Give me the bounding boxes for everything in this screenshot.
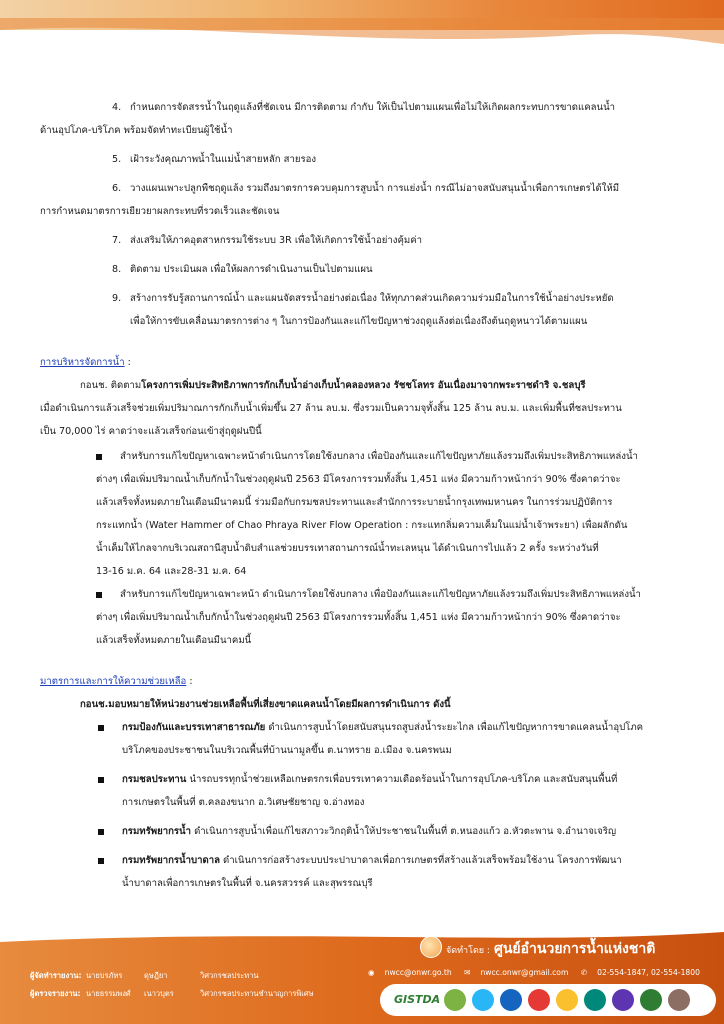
list-text: สร้างการรับรู้สถานการณ์น้ำ และแผนจัดสรรน้ำอย่างต่อเนื่อง ให้ทุกภาคส่วนเกิดความร่วมมือในการใช้น้ำอย่างประหยัด bbox=[130, 293, 614, 304]
agency-title bbox=[446, 938, 655, 960]
phone-numbers: 02-554-1847, 02-554-1800 bbox=[597, 968, 700, 977]
list-item bbox=[40, 148, 686, 171]
org-name: กรมทรัพยากรน้ำ bbox=[122, 826, 192, 837]
mail-icon: ✉ bbox=[464, 968, 471, 977]
bullet-line: สำหรับการแก้ไขปัญหาเฉพาะหน้า ดำเนินการโดยใช้งบกลาง เพื่อป้องกันและแก้ไขปัญหาภัยแล้งรวมถึงเพิ่มประสิทธิภาพแหล่งน้ำ bbox=[120, 589, 641, 600]
org-name: กรมป้องกันและบรรเทาสาธารณภัย bbox=[122, 722, 266, 733]
project-name: โครงการเพิ่มประสิทธิภาพการกักเก็บน้ำอ่างเก็บน้ำคลองหลวง รัชชโลทร อันเนื่องมาจากพระราชดำริ จ.ชลบุรี bbox=[141, 380, 586, 391]
list-text: เฝ้าระวังคุณภาพน้ำในแม่น้ำสายหลัก สายรอง bbox=[130, 154, 317, 165]
preparer-row bbox=[30, 970, 259, 982]
list-text-cont: เพื่อให้การขับเคลื่อนมาตรการต่าง ๆ ในการป้องกันและแก้ไขปัญหาช่วงฤดูแล้งต่อเนื่องถึงต้นฤดูหนาวได้ตามแผน bbox=[130, 316, 588, 327]
list-text: ติดตาม ประเมินผล เพื่อให้ผลการดำเนินงานเป็นไปตามแผน bbox=[130, 264, 373, 275]
emblem-logo-icon bbox=[528, 989, 550, 1011]
assist-text: ดำเนินการสูบน้ำเพื่อแก้ไขสภาวะวิกฤติน้ำให้ประชาชนในพื้นที่ ต.หนองแก้ว อ.หัวตะพาน จ.อำนาจเจริญ bbox=[191, 826, 617, 837]
list-item bbox=[40, 820, 686, 843]
agency-name: ศูนย์อำนวยการน้ำแห่งชาติ bbox=[493, 941, 656, 957]
para-line: เมื่อดำเนินการแล้วเสร็จช่วยเพิ่มปริมาณการกักเก็บน้ำเพิ่มขึ้น 27 ล้าน ลบ.ม. ซึ่งรวมเป็นความจุทั้งสิ้น 125 ล้าน ลบ.ม. และเพิ่มพื้นที่ชลประทาน bbox=[40, 403, 622, 414]
page-content bbox=[40, 96, 686, 895]
bullet-line: 13-16 ม.ค. 64 และ28-31 ม.ค. 64 bbox=[96, 566, 247, 577]
section-heading-assist bbox=[40, 670, 686, 693]
para-line: เป็น 70,000 ไร่ คาดว่าจะแล้วเสร็จก่อนเข้าสู่ฤดูฝนปีนี้ bbox=[40, 426, 262, 437]
water-mgmt-paragraph bbox=[40, 374, 686, 397]
list-item bbox=[40, 287, 686, 333]
assist-text: ดำเนินการก่อสร้างระบบประปาบาดาลเพื่อการเกษตรที่สร้างแล้วเสร็จพร้อมใช้งาน โครงการพัฒนา bbox=[219, 855, 622, 866]
list-item bbox=[40, 177, 686, 223]
reviewer-name: นายธรรมพงศ์ bbox=[86, 989, 131, 998]
reviewer-surname: เนาวบุตร bbox=[144, 989, 174, 998]
list-number: 9. bbox=[112, 293, 122, 304]
water-logo-icon bbox=[472, 989, 494, 1011]
list-item bbox=[40, 445, 686, 468]
bullet-line: แล้วเสร็จทั้งหมดภายในเดือนมีนาคมนี้ bbox=[96, 635, 252, 646]
web-icon: ◉ bbox=[368, 968, 375, 977]
bullet-square-icon bbox=[96, 592, 102, 598]
assist-text-cont: น้ำบาดาลเพื่อการเกษตรในพื้นที่ จ.นครสวรรค์ และสุพรรณบุรี bbox=[122, 878, 373, 889]
bullet-line: สำหรับการแก้ไขปัญหาเฉพาะหน้าดำเนินการโดยใช้งบกลาง เพื่อป้องกันและแก้ไขปัญหาภัยแล้งรวมถึงเพิ่มประสิทธิภาพแหล่งน้ำ bbox=[120, 451, 638, 462]
assist-text: ดำเนินการสูบน้ำโดยสนับสนุนรถสูบส่งน้ำระยะไกล เพื่อแก้ไขปัญหาการขาดแคลนน้ำอุปโภค bbox=[265, 722, 644, 733]
list-item bbox=[40, 768, 686, 814]
list-text-cont: การกำหนดมาตรการเยียวยาผลกระทบที่รวดเร็วและชัดเจน bbox=[40, 206, 280, 217]
footer bbox=[0, 928, 724, 1024]
dept-logo-icon bbox=[612, 989, 634, 1011]
list-number: 7. bbox=[112, 235, 122, 246]
list-number: 8. bbox=[112, 264, 122, 275]
bullet-square-icon bbox=[98, 777, 104, 783]
land-logo-icon bbox=[668, 989, 690, 1011]
forest-logo-icon bbox=[640, 989, 662, 1011]
ministry-logo-icon bbox=[500, 989, 522, 1011]
seal-logo-icon bbox=[556, 989, 578, 1011]
list-item bbox=[40, 229, 686, 252]
list-item bbox=[40, 96, 686, 142]
bullet-line: แล้วเสร็จทั้งหมดภายในเดือนมีนาคมนี้ ร่วมมือกับกรมชลประทานและสำนักการระบายน้ำกรุงเทพมหานคร ในการร่วมปฏิบัติการ bbox=[96, 497, 613, 508]
header-band bbox=[0, 0, 724, 58]
preparer-name: นายบรภัทร bbox=[86, 971, 123, 980]
bullet-line: กระแทกน้ำ (Water Hammer of Chao Phraya River Flow Operation : กระแทกลิ่มความเค็มในแม่น้ำเจ้าพระยา) เพื่อผลักดัน bbox=[96, 520, 628, 531]
bullet-square-icon bbox=[96, 454, 102, 460]
preparer-surname: ดุษฎียา bbox=[144, 971, 168, 980]
partner-logos bbox=[380, 984, 716, 1016]
para-prefix: กอนช. ติดตาม bbox=[80, 380, 142, 391]
list-text: ส่งเสริมให้ภาคอุตสาหกรรมใช้ระบบ 3R เพื่อให้เกิดการใช้น้ำอย่างคุ้มค่า bbox=[130, 235, 423, 246]
leaf-logo-icon bbox=[444, 989, 466, 1011]
assist-intro: กอนช.มอบหมายให้หน่วยงานช่วยเหลือพื้นที่เสี่ยงขาดแคลนน้ำโดยมีผลการดำเนินการ ดังนี้ bbox=[80, 699, 451, 710]
section-heading-water bbox=[40, 351, 686, 374]
bullet-line: ต่างๆ เพื่อเพิ่มปริมาณน้ำเก็บกักน้ำในช่วงฤดูฝนปี 2563 มีโครงการรวมทั้งสิ้น 1,451 แห่ง มีความก้าวหน้ากว่า 90% ซึ่งคาดว่าจะ bbox=[96, 612, 621, 623]
list-item bbox=[40, 716, 686, 762]
bullet-cont bbox=[40, 468, 686, 583]
list-item bbox=[40, 583, 686, 606]
preparer-role: วิศวกรชลประทาน bbox=[200, 971, 259, 980]
email-secondary[interactable]: nwcc.onwr@gmail.com bbox=[480, 968, 569, 977]
bullet-square-icon bbox=[98, 829, 104, 835]
list-item bbox=[40, 258, 686, 281]
list-item bbox=[40, 849, 686, 895]
assist-text: นำรถบรรทุกน้ำช่วยเหลือเกษตรกรเพื่อบรรเทาความเดือดร้อนน้ำในการอุปโภค-บริโภค และสนับสนุนพื้นที่ bbox=[186, 774, 618, 785]
list-text: กำหนดการจัดสรรน้ำในฤดูแล้งที่ชัดเจน มีการติดตาม กำกับ ให้เป็นไปตามแผนเพื่อไม่ให้เกิดผลกระทบการขาดแคลนน้ำ bbox=[130, 102, 616, 113]
bullet-line: น้ำเค็มให้ไกลจากบริเวณสถานีสูบน้ำดิบสำแลช่วยบรรเทาสถานการณ์น้ำทะเลหนุน ได้ดำเนินการไปแล้ว 2 ครั้ง ระหว่างวันที่ bbox=[96, 543, 599, 554]
list-number: 6. bbox=[112, 183, 122, 194]
bullet-line: ต่างๆ เพื่อเพิ่มปริมาณน้ำเก็บกักน้ำในช่วงฤดูฝนปี 2563 มีโครงการรวมทั้งสิ้น 1,451 แห่ง มีความก้าวหน้ากว่า 90% ซึ่งคาดว่าจะ bbox=[96, 474, 621, 485]
list-text-cont: ด้านอุปโภค-บริโภค พร้อมจัดทำทะเบียนผู้ใช้น้ำ bbox=[40, 125, 233, 136]
assist-text-cont: การเกษตรในพื้นที่ ต.คลองขนาก อ.วิเศษชัยชาญ จ.อ่างทอง bbox=[122, 797, 365, 808]
assist-heading: มาตรการและการให้ความช่วยเหลือ bbox=[40, 676, 187, 687]
agency-logo-icon bbox=[584, 989, 606, 1011]
water-mgmt-heading: การบริหารจัดการน้ำ bbox=[40, 357, 125, 368]
list-text: วางแผนเพาะปลูกพืชฤดูแล้ง รวมถึงมาตรการควบคุมการสูบน้ำ การแย่งน้ำ กรณีไม่อาจสนับสนุนน้ำเพื่อการเกษตรได้ให้มี bbox=[130, 183, 620, 194]
agency-logo-icon bbox=[420, 936, 442, 958]
by-label: จัดทำโดย : bbox=[446, 946, 490, 956]
reviewer-label: ผู้ตรวจรายงาน: bbox=[30, 989, 81, 998]
header-curve bbox=[0, 18, 724, 58]
heading-colon: : bbox=[186, 676, 193, 687]
reviewer-role: วิศวกรชลประทานชำนาญการพิเศษ bbox=[200, 989, 314, 998]
gistda-logo: GISTDA bbox=[394, 993, 441, 1006]
heading-colon: : bbox=[124, 357, 131, 368]
org-name: กรมชลประทาน bbox=[122, 774, 187, 785]
bullet-square-icon bbox=[98, 725, 104, 731]
email-primary[interactable]: nwcc@onwr.go.th bbox=[384, 968, 452, 977]
bullet-square-icon bbox=[98, 858, 104, 864]
phone-icon: ✆ bbox=[580, 968, 588, 977]
preparer-label: ผู้จัดทำรายงาน: bbox=[30, 971, 82, 980]
list-number: 5. bbox=[112, 154, 122, 165]
org-name: กรมทรัพยากรน้ำบาดาล bbox=[122, 855, 220, 866]
contact-row bbox=[368, 968, 710, 977]
reviewer-row bbox=[30, 988, 314, 1000]
bullet-cont bbox=[40, 606, 686, 652]
assist-text-cont: บริโภคของประชาชนในบริเวณพื้นที่บ้านนามูลขึ้น ต.นาทราย อ.เมือง จ.นครพนม bbox=[122, 745, 452, 756]
list-number: 4. bbox=[112, 102, 122, 113]
